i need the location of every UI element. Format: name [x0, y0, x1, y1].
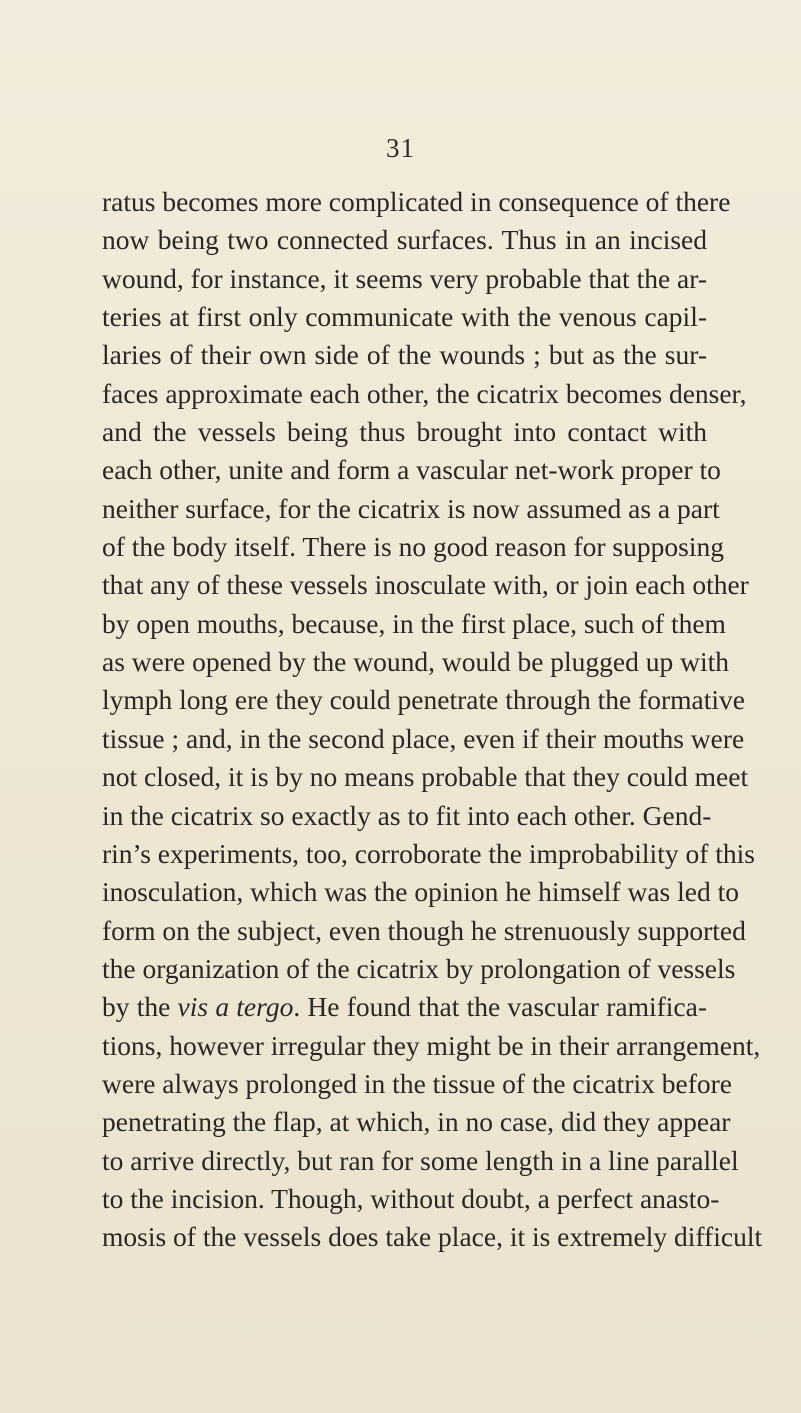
text-line [102, 1180, 720, 1218]
text-segment: to the incision. Though, without doubt, a perfect anasto- [102, 1182, 720, 1214]
text-line [102, 451, 721, 489]
text-line [102, 1065, 732, 1103]
text-segment: to arrive directly, but ran for some length in a line parallel [102, 1144, 739, 1176]
text-segment: not closed, it is by no means probable that they could meet [102, 761, 749, 793]
text-segment: faces approximate each other, the cicatrix becomes denser, [102, 377, 747, 409]
text-line [102, 835, 755, 873]
text-line [102, 528, 724, 566]
text-line [102, 873, 739, 911]
text-segment: in the cicatrix so exactly as to fit into each other. Gend- [102, 799, 712, 831]
text-segment: inosculation, which was the opinion he himself was led to [102, 876, 739, 908]
text-segment: ratus becomes more complicated in consequence of there [102, 186, 731, 217]
text-line [102, 298, 707, 336]
text-segment: . He found that the vascular ramifica- [293, 991, 707, 1023]
text-segment: of the body itself. There is no good reason for supposing [102, 531, 724, 563]
text-line [102, 1103, 731, 1141]
text-line [102, 490, 720, 528]
text-line [102, 1142, 739, 1180]
text-segment: teries at first only communicate with the venous capil- [102, 301, 707, 333]
italic-phrase: vis a tergo [177, 991, 294, 1023]
text-segment: lymph long ere they could penetrate through the formative [102, 684, 745, 716]
text-segment: the organization of the cicatrix by prolongation of vessels [102, 952, 736, 984]
text-segment: mosis of the vessels does take place, it is extremely difficult [102, 1221, 763, 1253]
text-line [102, 758, 749, 796]
text-line [102, 375, 747, 413]
text-line [102, 643, 730, 681]
text-line [102, 988, 707, 1026]
text-line [102, 912, 746, 950]
text-segment: and the vessels being thus brought into contact with [102, 416, 707, 448]
text-segment: by open mouths, because, in the first place, such of them [102, 607, 726, 639]
text-segment: now being two connected surfaces. Thus in an incised [102, 224, 707, 256]
text-line [102, 413, 707, 451]
text-line [102, 221, 707, 259]
text-line [102, 720, 745, 758]
text-segment: as were opened by the wound, would be plugged up with [102, 646, 730, 678]
page-number: 31 [386, 133, 415, 163]
text-line [102, 260, 707, 298]
text-segment: tions, however irregular they might be in their arrangement, [102, 1029, 761, 1061]
text-line [102, 566, 749, 604]
text-segment: each other, unite and form a vascular net-work proper to [102, 454, 721, 486]
text-segment: tissue ; and, in the second place, even if their mouths were [102, 722, 745, 754]
text-line [102, 1218, 763, 1256]
body-text [102, 183, 763, 1257]
text-segment: rin’s experiments, too, corroborate the improbability of this [102, 837, 755, 869]
text-segment: by the [102, 991, 178, 1023]
text-segment: form on the subject, even though he strenuously supported [102, 914, 746, 946]
text-segment: that any of these vessels inosculate with, or join each other [102, 569, 749, 601]
text-line [102, 681, 745, 719]
text-segment: laries of their own side of the wounds ; but as the sur- [102, 339, 707, 371]
text-line [102, 950, 736, 988]
text-line [102, 183, 731, 221]
text-segment: penetrating the flap, at which, in no case, did they appear [102, 1106, 731, 1138]
text-line [102, 797, 712, 835]
text-segment: wound, for instance, it seems very probable that the ar- [102, 262, 708, 294]
text-line [102, 605, 726, 643]
text-segment: were always prolonged in the tissue of the cicatrix before [102, 1067, 732, 1099]
text-line [102, 336, 707, 374]
text-segment: neither surface, for the cicatrix is now assumed as a part [102, 492, 720, 524]
text-line [102, 1027, 761, 1065]
